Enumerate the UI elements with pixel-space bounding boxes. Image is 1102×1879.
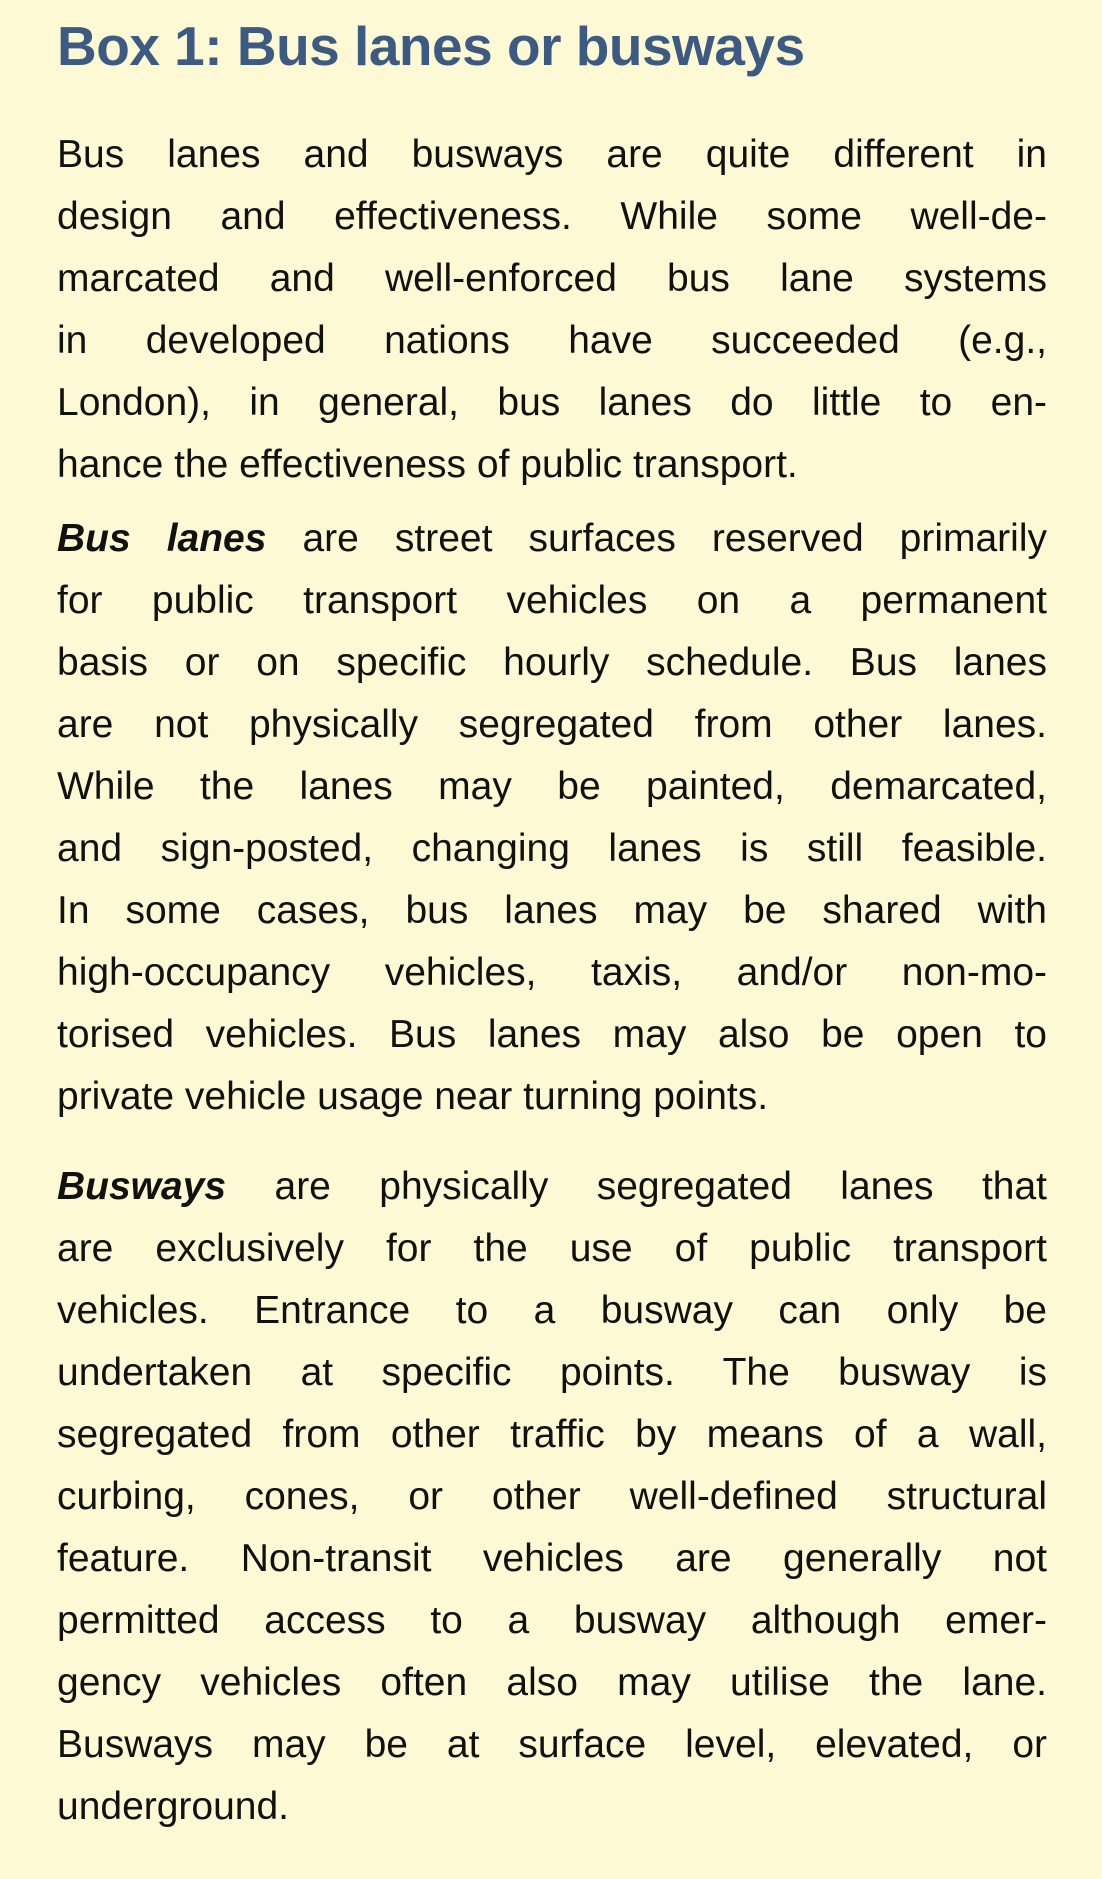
line-text: basis or on specific hourly schedule. Bus lanes	[57, 641, 1047, 684]
text-line	[57, 1528, 1047, 1590]
text-line	[57, 1776, 1047, 1838]
text-line	[57, 372, 1047, 434]
line-text: segregated from other traffic by means of a wall,	[57, 1413, 1047, 1456]
text-line	[57, 124, 1047, 186]
bus-lanes-paragraph	[57, 508, 1047, 1128]
text-line	[57, 570, 1047, 632]
line-text: undertaken at specific points. The busway is	[57, 1351, 1047, 1394]
line-text: are exclusively for the use of public transport	[57, 1227, 1047, 1270]
intro-paragraph	[57, 124, 1047, 496]
text-line	[57, 1714, 1047, 1776]
line-text: are physically segregated lanes that	[226, 1165, 1047, 1208]
line-text: for public transport vehicles on a permanent	[57, 579, 1047, 622]
line-text: feature. Non-transit vehicles are generally not	[57, 1537, 1047, 1580]
text-line	[57, 1156, 1047, 1218]
text-line	[57, 186, 1047, 248]
line-text: and sign-posted, changing lanes is still feasible.	[57, 827, 1047, 870]
text-line	[57, 756, 1047, 818]
text-line	[57, 508, 1047, 570]
text-line	[57, 880, 1047, 942]
line-text: hance the effectiveness of public transport.	[57, 443, 798, 486]
text-line	[57, 1280, 1047, 1342]
line-text: vehicles. Entrance to a busway can only be	[57, 1289, 1047, 1332]
line-text: Bus lanes and busways are quite different in	[57, 133, 1047, 176]
line-text: underground.	[57, 1785, 290, 1828]
text-line	[57, 1590, 1047, 1652]
busways-paragraph	[57, 1156, 1047, 1838]
line-text: design and effectiveness. While some well-de-	[57, 195, 1047, 238]
line-text: high-occupancy vehicles, taxis, and/or non-mo-	[57, 951, 1047, 994]
box-title: Box 1: Bus lanes or busways	[57, 15, 805, 77]
line-text: are street surfaces reserved primarily	[266, 517, 1048, 560]
text-line	[57, 1466, 1047, 1528]
line-text: in developed nations have succeeded (e.g.,	[57, 319, 1047, 362]
text-line	[57, 1652, 1047, 1714]
lead-term: Bus lanes	[57, 517, 267, 560]
line-text: marcated and well-enforced bus lane systems	[57, 257, 1047, 300]
line-text: In some cases, bus lanes may be shared with	[57, 889, 1047, 932]
line-text: While the lanes may be painted, demarcated,	[57, 765, 1047, 808]
line-text: are not physically segregated from other lanes.	[57, 703, 1047, 746]
text-line	[57, 694, 1047, 756]
text-line	[57, 632, 1047, 694]
text-line	[57, 1004, 1047, 1066]
text-line	[57, 434, 1047, 496]
text-line	[57, 1404, 1047, 1466]
line-text: torised vehicles. Bus lanes may also be open to	[57, 1013, 1047, 1056]
line-text: gency vehicles often also may utilise the lane.	[57, 1661, 1047, 1704]
text-line	[57, 1218, 1047, 1280]
line-text: London), in general, bus lanes do little to en-	[57, 381, 1047, 424]
line-text: private vehicle usage near turning points.	[57, 1075, 769, 1118]
line-text: Busways may be at surface level, elevated, or	[57, 1723, 1047, 1766]
text-line	[57, 248, 1047, 310]
text-line	[57, 1342, 1047, 1404]
text-line	[57, 310, 1047, 372]
line-text: curbing, cones, or other well-defined structural	[57, 1475, 1047, 1518]
line-text: permitted access to a busway although emer-	[57, 1599, 1047, 1642]
text-line	[57, 1066, 1047, 1128]
text-line	[57, 942, 1047, 1004]
text-line	[57, 818, 1047, 880]
lead-term: Busways	[57, 1165, 227, 1208]
